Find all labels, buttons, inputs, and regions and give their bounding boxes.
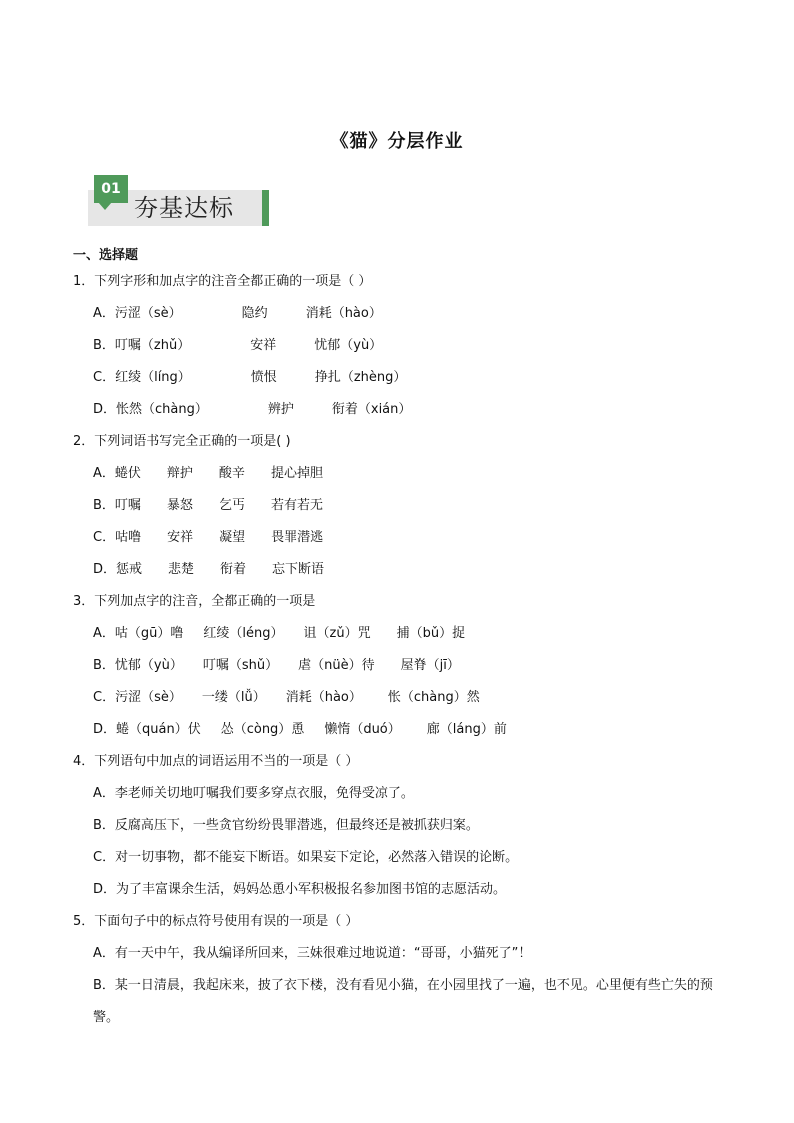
option-part: D．蜷（quán）伏: [93, 722, 201, 737]
option-part: 怅（chàng）然: [387, 690, 480, 705]
option-part: 诅（zǔ）咒: [303, 626, 371, 641]
option-part: A．咕（gū）噜: [93, 626, 184, 641]
option-part: 提心掉胆: [270, 466, 323, 481]
question-stem: 2．下列词语书写完全正确的一项是( ): [73, 434, 291, 449]
option-part: 消耗（hào）: [285, 690, 362, 705]
option-part: 怂（còng）恿: [220, 722, 305, 737]
section-banner: [84, 174, 274, 228]
option-part: 若有若无: [270, 498, 323, 513]
answer-option: [73, 304, 733, 336]
exercise-content: [73, 246, 733, 1034]
option-part: B．叮嘱: [93, 498, 141, 513]
option-part: 忧郁（yù）: [314, 338, 383, 353]
answer-option: [73, 368, 733, 400]
option-part: 乞丐: [218, 498, 245, 513]
question-stem: 1．下列字形和加点字的注音全都正确的一项是（ ）: [73, 274, 372, 289]
option-part: D．惩戒: [93, 562, 143, 577]
option-part: 愤恨: [250, 370, 277, 385]
option-part: 挣扎（zhèng）: [314, 370, 407, 385]
banner-label: 夯基达标: [134, 194, 234, 222]
answer-option: [73, 496, 733, 528]
option-part: 辨护: [267, 402, 294, 417]
option-part: C．红绫（líng）: [93, 370, 191, 385]
option-part: 廊（láng）前: [426, 722, 507, 737]
answer-option: [73, 400, 733, 432]
option-part: 安祥: [167, 530, 194, 545]
answer-option: [73, 560, 733, 592]
answer-option: [73, 528, 733, 560]
option-part: 懒惰（duó）: [324, 722, 401, 737]
option-part: C．对一切事物，都不能妄下断语。如果妄下定论，必然落入错误的论断。: [93, 850, 519, 865]
answer-option: [73, 336, 733, 368]
answer-option: [73, 688, 733, 720]
answer-option: [73, 880, 733, 912]
banner-accent-bar: [262, 190, 269, 226]
question-stem: 5．下面句子中的标点符号使用有误的一项是（ ）: [73, 914, 359, 929]
option-part: A．李老师关切地叮嘱我们要多穿点衣服，免得受凉了。: [93, 786, 414, 801]
option-part: 捕（bǔ）捉: [396, 626, 466, 641]
answer-option: [73, 720, 733, 752]
option-part: 衔着: [220, 562, 247, 577]
option-part: A．蜷伏: [93, 466, 141, 481]
option-part: D．为了丰富课余生活，妈妈怂恿小军积极报名参加图书馆的志愿活动。: [93, 882, 507, 897]
option-part: B．叮嘱（zhǔ）: [93, 338, 191, 353]
answer-option: [73, 848, 733, 880]
option-part: 凝望: [219, 530, 246, 545]
banner-number-badge: 01: [94, 175, 128, 203]
option-part: 叮嘱（shǔ）: [202, 658, 279, 673]
option-part: B．反腐高压下，一些贪官纷纷畏罪潜逃，但最终还是被抓获归案。: [93, 818, 479, 833]
option-part: 一缕（lǚ）: [201, 690, 266, 705]
answer-option: [73, 816, 733, 848]
option-part: 安祥: [250, 338, 277, 353]
option-part: 消耗（hào）: [305, 306, 382, 321]
option-part: 屋脊（jī）: [400, 658, 460, 673]
option-part: A．污涩（sè）: [93, 306, 182, 321]
answer-option: [73, 970, 733, 1034]
answer-option: [73, 624, 733, 656]
option-part: B．忧郁（yù）: [93, 658, 183, 673]
option-part: 暴怒: [166, 498, 193, 513]
option-part: 红绫（léng）: [203, 626, 284, 641]
question-list: [73, 272, 733, 1034]
option-part: 悲楚: [168, 562, 195, 577]
question-stem: 4．下列语句中加点的词语运用不当的一项是（ ）: [73, 754, 359, 769]
option-part: D．怅然（chàng）: [93, 402, 208, 417]
question-stem: 3．下列加点字的注音，全都正确的一项是: [73, 594, 316, 609]
option-part: A．有一天中午，我从编译所回来，三妹很难过地说道：“哥哥，小猫死了”！: [93, 946, 532, 961]
option-part: 酸辛: [218, 466, 245, 481]
option-part: 忘下断语: [272, 562, 325, 577]
page-title: 《猫》分层作业: [330, 131, 464, 152]
option-part: 虐（nüè）待: [298, 658, 375, 673]
option-part: C．污涩（sè）: [93, 690, 182, 705]
option-part: 衔着（xián）: [331, 402, 412, 417]
option-part: B．某一日清晨，我起床来，披了衣下楼，没有看见小猫，在小园里找了一遍，也不见。心里便有些亡失的预警。: [93, 978, 713, 1025]
answer-option: [73, 464, 733, 496]
section-heading: 一、选择题: [73, 248, 139, 263]
option-part: C．咕噜: [93, 530, 142, 545]
option-part: 隐约: [241, 306, 268, 321]
answer-option: [73, 784, 733, 816]
answer-option: [73, 656, 733, 688]
option-part: 畏罪潜逃: [271, 530, 324, 545]
option-part: 辩护: [166, 466, 193, 481]
